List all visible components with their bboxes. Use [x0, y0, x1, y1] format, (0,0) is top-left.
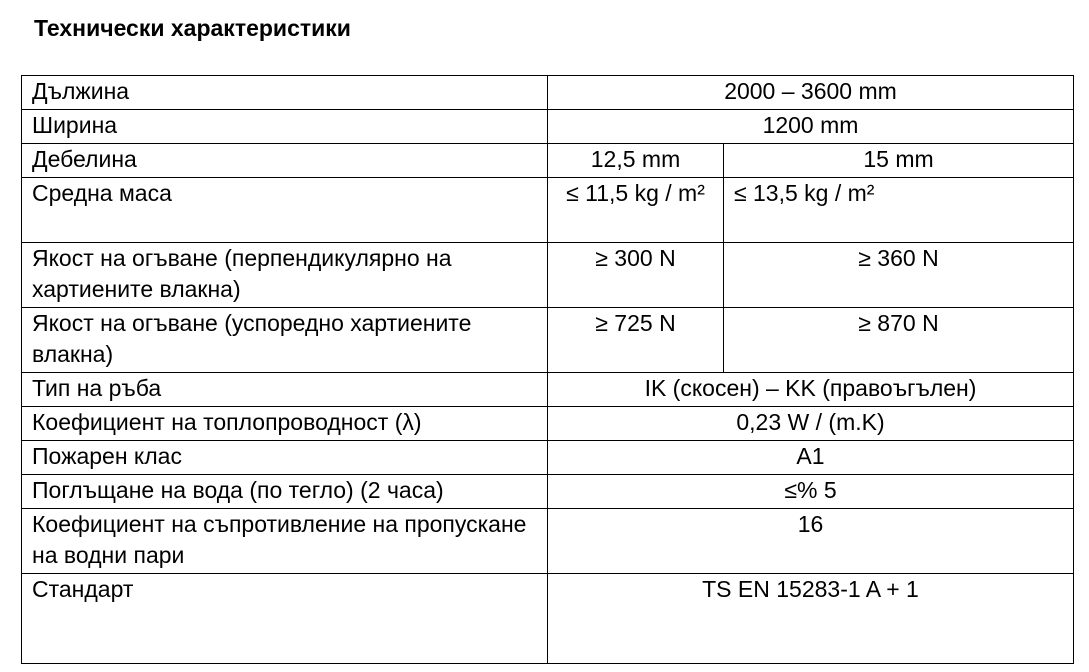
row-label: Средна маса	[22, 178, 548, 243]
row-label: Коефициент на топлопроводност (λ)	[22, 407, 548, 441]
table-row-vapour-resistance	[22, 509, 1074, 574]
table-row-edge-type	[22, 373, 1074, 407]
row-label: Пожарен клас	[22, 441, 548, 475]
row-value: IK (скосен) – KK (правоъгълен)	[548, 373, 1074, 407]
row-value-b: ≥ 360 N	[724, 243, 1074, 308]
specifications-table	[21, 75, 1074, 664]
row-value-b: ≥ 870 N	[724, 308, 1074, 373]
row-label: Дебелина	[22, 144, 548, 178]
row-value-a: 12,5 mm	[548, 144, 724, 178]
table-row-bending-parallel	[22, 308, 1074, 373]
page-title: Технически характеристики	[34, 15, 351, 41]
table-row-fire-class	[22, 441, 1074, 475]
row-value: 1200 mm	[548, 110, 1074, 144]
row-value: A1	[548, 441, 1074, 475]
table-row-length	[22, 76, 1074, 110]
row-label: Якост на огъване (перпендикулярно на хартиените влакна)	[22, 243, 548, 308]
row-label: Поглъщане на вода (по тегло) (2 часа)	[22, 475, 548, 509]
table-row-thermal-conductivity	[22, 407, 1074, 441]
row-label: Якост на огъване (успоредно хартиените влакна)	[22, 308, 548, 373]
row-value: ≤% 5	[548, 475, 1074, 509]
row-label: Коефициент на съпротивление на пропускане на водни пари	[22, 509, 548, 574]
row-value: 16	[548, 509, 1074, 574]
table-row-water-absorption	[22, 475, 1074, 509]
row-value: TS EN 15283-1 A + 1	[548, 574, 1074, 664]
row-label: Стандарт	[22, 574, 548, 664]
row-value-a: ≥ 725 N	[548, 308, 724, 373]
table-row-average-mass	[22, 178, 1074, 243]
table-row-thickness	[22, 144, 1074, 178]
row-value: 2000 – 3600 mm	[548, 76, 1074, 110]
row-label: Тип на ръба	[22, 373, 548, 407]
table-row-standard	[22, 574, 1074, 664]
row-value-b: 15 mm	[724, 144, 1074, 178]
row-label: Дължина	[22, 76, 548, 110]
row-value-a: ≤ 11,5 kg / m²	[548, 178, 724, 243]
row-label: Ширина	[22, 110, 548, 144]
row-value-a: ≥ 300 N	[548, 243, 724, 308]
table-row-bending-perpendicular	[22, 243, 1074, 308]
row-value-b: ≤ 13,5 kg / m²	[724, 178, 1074, 243]
row-value: 0,23 W / (m.K)	[548, 407, 1074, 441]
table-row-width	[22, 110, 1074, 144]
